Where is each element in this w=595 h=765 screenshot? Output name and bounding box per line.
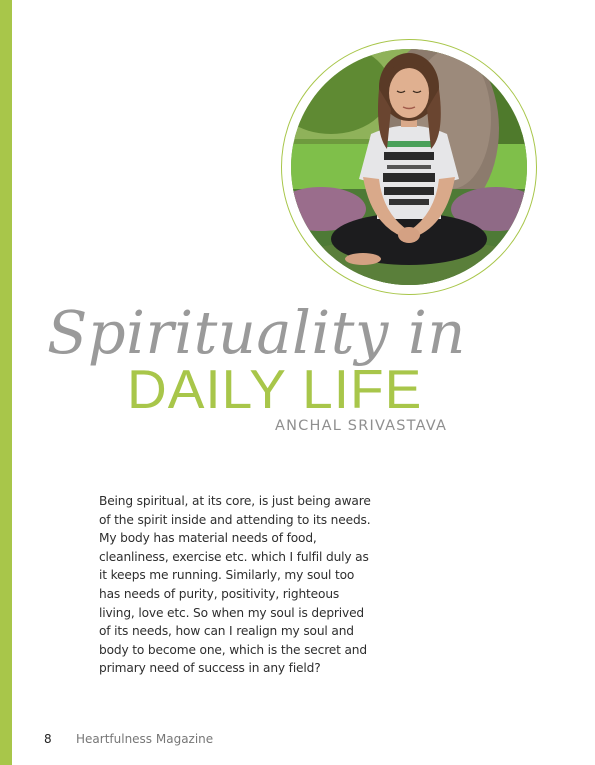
accent-side-bar — [0, 0, 12, 765]
article-body: Being spiritual, at its core, is just being aware of the spirit inside and attending to its needs. My body has material needs of food, cleanliness, exercise etc. which I fulfil duly as it keeps me running. Similarly, my soul too has needs of purity, positivity, righteous living, love etc. So when my soul is deprived of its needs, how can I realign my soul and body to become one, which is the secret and primary need of success in any field? — [99, 494, 371, 676]
title-script-line: Spirituality in — [47, 298, 466, 367]
meditation-photo — [291, 49, 527, 285]
page-number: 8 — [44, 732, 52, 746]
magazine-name: Heartfulness Magazine — [76, 732, 214, 746]
author-byline: ANCHAL SRIVASTAVA — [275, 418, 448, 434]
title-caps-line: DAILY LIFE — [127, 358, 423, 420]
